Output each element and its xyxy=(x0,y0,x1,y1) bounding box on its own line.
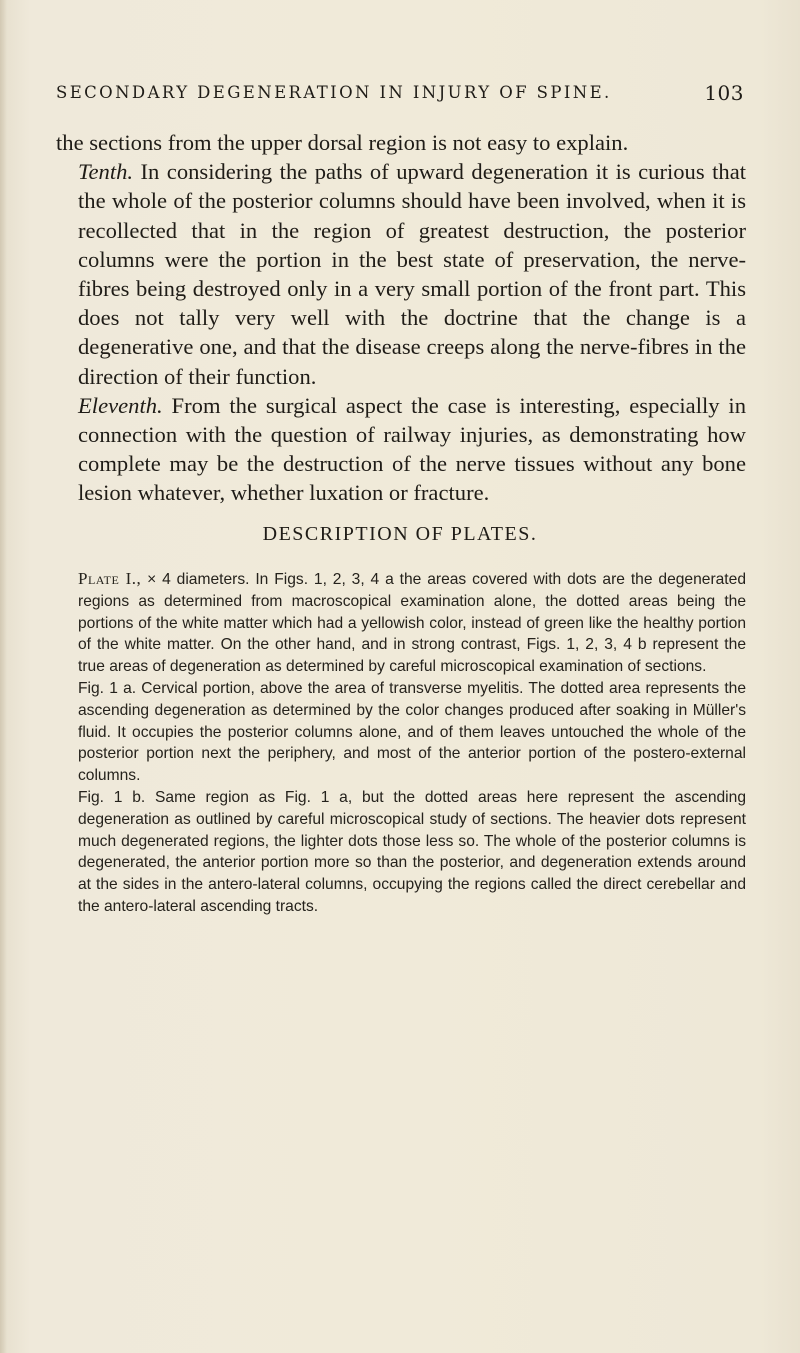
paragraph-continued xyxy=(56,128,746,157)
main-text xyxy=(56,128,746,508)
running-title: SECONDARY DEGENERATION IN INJURY OF SPINE. xyxy=(56,83,612,102)
running-header xyxy=(56,83,744,113)
paragraph-lead: Eleventh. xyxy=(78,392,163,418)
paragraph-lead: Tenth. xyxy=(78,159,134,185)
paragraph-text: In considering the paths of upward degeneration it is curious that the whole of the posterior columns should have been involved, when it is recollected that in the region of greatest destruction, the posterior columns were the portion in the best state of preservation, the nerve-fibres being destroyed only in a very small portion of the front part. This does not tally very well with the doctrine that the change is a degenerative one, and that the disease creeps along the nerve-fibres in the direction of their function. xyxy=(78,159,746,389)
page-edge-shadow xyxy=(0,0,7,1353)
figure-text: Cervical portion, above the area of transverse myelitis. The dotted area represents the ascending degeneration as determined by the color changes produced after soaking in Müller's fluid. It occupies the posterior columns alone, and of them leaves untouched the whole of the posterior portion next the periphery, and most of the anterior portion of the postero-external columns. xyxy=(78,679,746,785)
figure-paragraph xyxy=(56,678,746,787)
section-heading: DESCRIPTION OF PLATES. xyxy=(262,523,538,545)
plates-description xyxy=(56,568,746,918)
figure-text: Same region as Fig. 1 a, but the dotted areas here represent the ascending degeneration as outlined by careful microscopical study of sections. The heavier dots represent much degenerated regions, the lighter dots those less so. The whole of the posterior columns is degenerated, the anterior portion more so than the posterior, and degeneration extends around at the sides in the antero-lateral columns, occupying the regions called the direct cerebellar and the antero-lateral ascending tracts. xyxy=(78,788,746,915)
paragraph-eleventh xyxy=(56,391,746,508)
page-number: 103 xyxy=(704,81,744,105)
paragraph-tenth xyxy=(56,157,746,391)
paragraph-text: the sections from the upper dorsal region is not easy to explain. xyxy=(56,130,629,155)
plate-paragraph xyxy=(56,568,746,678)
plate-text: × 4 diameters. In Figs. 1, 2, 3, 4 a the areas covered with dots are the degenerated regions as determined from macroscopical examination alone, the dotted areas being the portions of the white matter which had a yellowish color, instead of green like the healthy portion of the white matter. On the other hand, and in strong contrast, Figs. 1, 2, 3, 4 b represent the true areas of degeneration as determined by careful microscopical examination of sections. xyxy=(78,571,746,676)
plate-label: Plate I., xyxy=(78,569,142,588)
figure-paragraph xyxy=(56,787,746,918)
figure-label: Fig. 1 b. xyxy=(78,788,146,806)
paragraph-text: From the surgical aspect the case is interesting, especially in connection with the question of railway injuries, as demonstrating how complete may be the destruction of the nerve tissues without any bone lesion whatever, whether luxation or fracture. xyxy=(78,392,746,506)
figure-label: Fig. 1 a. xyxy=(78,679,137,697)
